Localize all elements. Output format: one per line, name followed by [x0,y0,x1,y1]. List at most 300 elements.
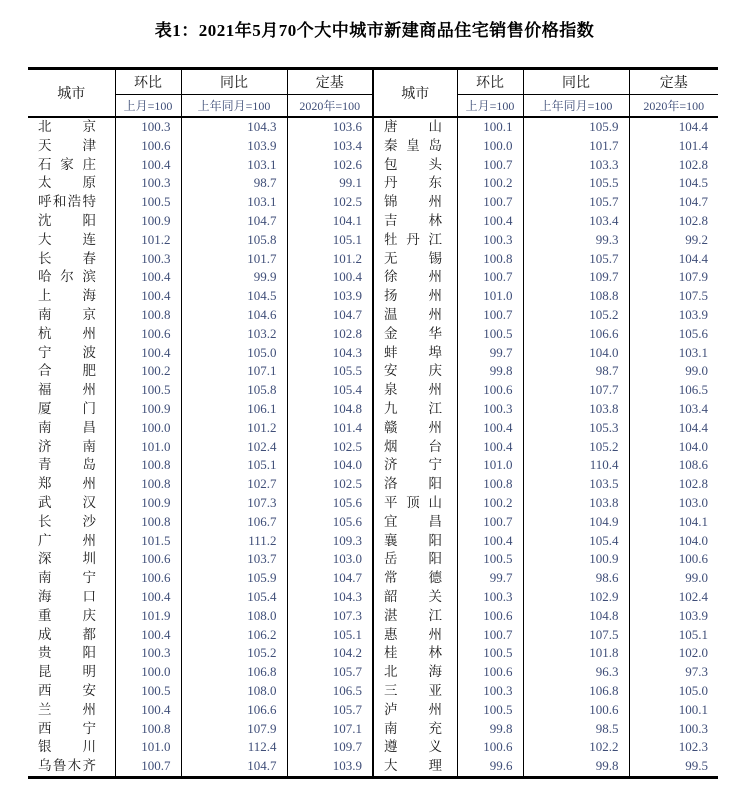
city-cell [373,550,457,569]
mom-value-cell: 100.4 [115,268,181,287]
mom-value-cell: 100.6 [115,550,181,569]
city-name: 秦皇岛 [384,137,442,153]
city-name: 洛阳 [384,476,442,492]
mom-value-cell: 100.6 [457,663,523,682]
yoy-value-cell: 102.9 [523,588,629,607]
city-cell [28,532,115,551]
table-row [28,344,718,363]
yoy-value-cell: 107.1 [181,362,287,381]
mom-value-cell: 100.3 [457,400,523,419]
header-city-left: 城市 [28,69,115,118]
city-name: 无锡 [384,250,442,266]
yoy-value-cell: 104.6 [181,306,287,325]
table-row [28,663,718,682]
mom-value-cell: 100.5 [115,193,181,212]
base-value-cell: 102.5 [287,438,373,457]
base-value-cell: 99.0 [685,570,708,586]
mom-value-cell: 100.4 [115,287,181,306]
mom-value-cell: 99.6 [457,757,523,777]
city-cell [373,569,457,588]
city-cell [373,287,457,306]
yoy-value-cell: 102.4 [181,438,287,457]
mom-value-cell: 100.9 [115,212,181,231]
city-cell [28,212,115,231]
city-name: 天津 [38,137,96,153]
city-name: 石家庄 [38,156,96,172]
yoy-value-cell: 111.2 [181,532,287,551]
city-name: 南昌 [38,419,96,435]
yoy-value-cell: 105.9 [523,117,629,137]
yoy-value-cell: 104.9 [523,513,629,532]
table-row [28,513,718,532]
mom-value-cell: 100.6 [457,738,523,757]
city-name: 北京 [38,119,96,134]
city-name: 西宁 [38,720,96,736]
base-value-cell: 102.6 [287,156,373,175]
mom-value-cell: 100.8 [115,306,181,325]
price-index-table [28,67,718,779]
table-row [28,607,718,626]
yoy-value-cell: 103.7 [181,550,287,569]
table-row [28,682,718,701]
city-name: 吉林 [384,212,442,228]
header-yoy-left: 同比 [181,69,287,95]
yoy-value-cell: 103.4 [523,212,629,231]
mom-value-cell: 100.0 [115,663,181,682]
mom-value-cell: 100.6 [115,569,181,588]
city-name: 惠州 [384,626,442,642]
city-name: 哈尔滨 [38,269,96,285]
city-cell [28,231,115,250]
mom-value-cell: 100.2 [115,362,181,381]
city-cell [373,344,457,363]
city-cell [373,268,457,287]
city-name: 杭州 [38,325,96,341]
base-value-cell: 103.4 [287,137,373,156]
city-cell [28,362,115,381]
city-cell [373,137,457,156]
yoy-value-cell: 110.4 [523,456,629,475]
yoy-value-cell: 103.8 [523,494,629,513]
table-row [28,569,718,588]
yoy-value-cell: 96.3 [523,663,629,682]
city-name: 遵义 [384,739,442,755]
city-name: 沈阳 [38,212,96,228]
base-value-cell: 104.7 [287,306,373,325]
city-cell [373,663,457,682]
mom-value-cell: 100.2 [457,494,523,513]
table-row [28,250,718,269]
city-cell [28,137,115,156]
table-row [28,137,718,156]
yoy-value-cell: 103.1 [181,193,287,212]
base-value-cell: 102.0 [678,645,708,661]
base-value-cell: 104.4 [678,250,708,266]
yoy-value-cell: 106.8 [523,682,629,701]
city-name: 呼和浩特 [38,194,96,210]
city-cell [28,438,115,457]
city-cell [28,513,115,532]
base-value-cell: 101.4 [678,137,708,153]
table-header [28,69,718,118]
base-value-cell: 104.8 [287,400,373,419]
city-cell [28,626,115,645]
mom-value-cell: 100.8 [115,720,181,739]
base-value-cell: 107.3 [287,607,373,626]
city-name: 长沙 [38,513,96,529]
city-name: 南充 [384,720,442,736]
city-cell [28,156,115,175]
city-name: 桂林 [384,645,442,661]
base-value-cell: 102.4 [678,588,708,604]
city-name: 襄阳 [384,532,442,548]
base-value-cell: 103.4 [678,400,708,416]
base-value-cell: 102.5 [287,475,373,494]
base-value-cell: 105.1 [287,626,373,645]
yoy-value-cell: 104.5 [181,287,287,306]
city-name: 济宁 [384,457,442,473]
city-cell [373,306,457,325]
city-name: 海口 [38,588,96,604]
base-value-cell: 104.2 [287,644,373,663]
base-value-cell: 104.3 [287,344,373,363]
base-value-cell: 104.4 [678,419,708,435]
base-value-cell: 105.0 [678,682,708,698]
city-name: 北海 [384,664,442,680]
yoy-value-cell: 98.7 [181,174,287,193]
city-cell [373,532,457,551]
yoy-value-cell: 101.8 [523,644,629,663]
base-value-cell: 105.6 [287,513,373,532]
mom-value-cell: 100.7 [457,193,523,212]
city-name: 扬州 [384,288,442,304]
yoy-value-cell: 101.2 [181,419,287,438]
base-value-cell: 105.7 [287,663,373,682]
city-cell [28,663,115,682]
mom-value-cell: 100.4 [115,701,181,720]
city-name: 湛江 [384,607,442,623]
base-value-cell: 104.4 [678,119,708,134]
city-cell [373,644,457,663]
city-cell [28,268,115,287]
city-cell [373,494,457,513]
yoy-value-cell: 104.0 [523,344,629,363]
city-name: 武汉 [38,494,96,510]
city-cell [373,626,457,645]
city-cell [28,588,115,607]
city-cell [28,701,115,720]
mom-value-cell: 100.3 [115,117,181,137]
yoy-value-cell: 101.7 [523,137,629,156]
mom-value-cell: 100.8 [457,475,523,494]
yoy-value-cell: 108.8 [523,287,629,306]
mom-value-cell: 100.4 [457,438,523,457]
base-value-cell: 107.1 [287,720,373,739]
city-name: 银川 [38,739,96,755]
table-row [28,306,718,325]
mom-value-cell: 100.3 [115,174,181,193]
city-name: 赣州 [384,419,442,435]
yoy-value-cell: 99.9 [181,268,287,287]
table-row [28,381,718,400]
table-row [28,325,718,344]
mom-value-cell: 99.7 [457,569,523,588]
base-value-cell: 99.1 [287,174,373,193]
yoy-value-cell: 103.8 [523,400,629,419]
base-value-cell: 105.6 [287,494,373,513]
city-cell [28,757,115,777]
subheader-mom-left: 上月=100 [115,95,181,118]
mom-value-cell: 100.4 [457,532,523,551]
mom-value-cell: 100.1 [457,117,523,137]
base-value-cell: 102.8 [678,156,708,172]
city-cell [373,475,457,494]
mom-value-cell: 101.0 [115,738,181,757]
city-cell [28,193,115,212]
yoy-value-cell: 105.8 [181,231,287,250]
mom-value-cell: 100.7 [457,513,523,532]
table-row [28,174,718,193]
yoy-value-cell: 112.4 [181,738,287,757]
city-name: 西安 [38,682,96,698]
city-cell [28,287,115,306]
city-name: 大理 [384,758,442,774]
mom-value-cell: 100.4 [457,212,523,231]
city-cell [373,231,457,250]
mom-value-cell: 100.5 [457,325,523,344]
yoy-value-cell: 105.3 [523,419,629,438]
mom-value-cell: 100.0 [115,419,181,438]
base-value-cell: 101.2 [287,250,373,269]
base-value-cell: 100.1 [678,701,708,717]
city-cell [28,117,115,137]
table-row [28,268,718,287]
yoy-value-cell: 108.0 [181,607,287,626]
table-row [28,550,718,569]
mom-value-cell: 101.9 [115,607,181,626]
base-value-cell: 107.5 [678,288,708,304]
mom-value-cell: 100.7 [457,156,523,175]
base-value-cell: 106.5 [678,382,708,398]
city-cell [28,381,115,400]
city-name: 金华 [384,325,442,341]
city-name: 厦门 [38,400,96,416]
city-cell [373,250,457,269]
city-name: 乌鲁木齐 [38,758,96,774]
city-cell [28,344,115,363]
city-cell [28,738,115,757]
yoy-value-cell: 102.2 [523,738,629,757]
yoy-value-cell: 104.8 [523,607,629,626]
mom-value-cell: 99.8 [457,720,523,739]
city-cell [28,456,115,475]
city-name: 昆明 [38,664,96,680]
mom-value-cell: 100.6 [115,325,181,344]
mom-value-cell: 101.0 [457,287,523,306]
base-value-cell: 103.0 [678,494,708,510]
base-value-cell: 100.3 [678,720,708,736]
yoy-value-cell: 105.8 [181,381,287,400]
yoy-value-cell: 100.6 [523,701,629,720]
city-cell [373,381,457,400]
city-cell [28,250,115,269]
city-cell [373,720,457,739]
base-value-cell: 99.0 [685,363,708,379]
city-name: 安庆 [384,363,442,379]
header-base-right: 定基 [629,69,718,95]
yoy-value-cell: 105.1 [181,456,287,475]
mom-value-cell: 100.8 [115,513,181,532]
base-value-cell: 103.9 [678,607,708,623]
city-name: 三亚 [384,682,442,698]
city-cell [28,306,115,325]
mom-value-cell: 100.2 [457,174,523,193]
city-name: 唐山 [384,119,442,134]
base-value-cell: 100.6 [678,551,708,567]
city-cell [28,475,115,494]
city-name: 深圳 [38,551,96,567]
header-mom-right: 环比 [457,69,523,95]
mom-value-cell: 100.5 [115,682,181,701]
mom-value-cell: 100.3 [457,682,523,701]
city-cell [28,644,115,663]
mom-value-cell: 100.9 [115,494,181,513]
mom-value-cell: 100.5 [115,381,181,400]
yoy-value-cell: 105.4 [523,532,629,551]
city-name: 成都 [38,626,96,642]
city-name: 蚌埠 [384,344,442,360]
mom-value-cell: 100.8 [115,475,181,494]
mom-value-cell: 100.4 [115,588,181,607]
base-value-cell: 105.5 [287,362,373,381]
mom-value-cell: 100.3 [457,588,523,607]
table-row [28,212,718,231]
base-value-cell: 105.1 [287,231,373,250]
subheader-yoy-right: 上年同月=100 [523,95,629,118]
city-name: 温州 [384,306,442,322]
base-value-cell: 102.3 [678,739,708,755]
table-row [28,400,718,419]
yoy-value-cell: 104.7 [181,757,287,777]
city-cell [373,513,457,532]
city-name: 锦州 [384,194,442,210]
city-name: 南京 [38,306,96,322]
table-row [28,419,718,438]
mom-value-cell: 100.6 [457,381,523,400]
city-name: 南宁 [38,570,96,586]
yoy-value-cell: 106.6 [181,701,287,720]
mom-value-cell: 100.0 [457,137,523,156]
base-value-cell: 105.1 [678,626,708,642]
yoy-value-cell: 106.6 [523,325,629,344]
mom-value-cell: 99.8 [457,362,523,381]
table-row [28,532,718,551]
base-value-cell: 104.0 [678,438,708,454]
city-name: 泉州 [384,382,442,398]
mom-value-cell: 100.5 [457,701,523,720]
mom-value-cell: 100.8 [115,456,181,475]
base-value-cell: 104.7 [287,569,373,588]
city-cell [373,156,457,175]
yoy-value-cell: 105.7 [523,193,629,212]
base-value-cell: 105.4 [287,381,373,400]
city-name: 包头 [384,156,442,172]
mom-value-cell: 100.7 [115,757,181,777]
city-cell [28,419,115,438]
mom-value-cell: 101.0 [115,438,181,457]
city-name: 合肥 [38,363,96,379]
base-value-cell: 104.3 [287,588,373,607]
header-city-right: 城市 [373,69,457,118]
yoy-value-cell: 103.2 [181,325,287,344]
mom-value-cell: 100.3 [115,250,181,269]
table-row [28,738,718,757]
mom-value-cell: 100.4 [457,419,523,438]
yoy-value-cell: 105.2 [523,438,629,457]
table-row [28,588,718,607]
table-row [28,362,718,381]
city-name: 常德 [384,570,442,586]
city-cell [373,174,457,193]
mom-value-cell: 100.6 [457,607,523,626]
city-cell [373,607,457,626]
yoy-value-cell: 107.5 [523,626,629,645]
mom-value-cell: 100.7 [457,626,523,645]
base-value-cell: 103.9 [678,306,708,322]
yoy-value-cell: 105.2 [523,306,629,325]
base-value-cell: 103.6 [287,117,373,137]
table-body [28,117,718,777]
base-value-cell: 104.0 [678,532,708,548]
mom-value-cell: 100.9 [115,400,181,419]
yoy-value-cell: 109.7 [523,268,629,287]
base-value-cell: 104.0 [287,456,373,475]
yoy-value-cell: 105.2 [181,644,287,663]
city-cell [373,117,457,137]
mom-value-cell: 100.3 [457,231,523,250]
table-row [28,626,718,645]
table-row [28,231,718,250]
city-name: 牡丹江 [384,231,442,247]
yoy-value-cell: 106.2 [181,626,287,645]
yoy-value-cell: 107.7 [523,381,629,400]
city-name: 上海 [38,288,96,304]
city-name: 太原 [38,175,96,191]
city-cell [373,682,457,701]
base-value-cell: 108.6 [678,457,708,473]
city-name: 大连 [38,231,96,247]
yoy-value-cell: 99.3 [523,231,629,250]
table-row [28,287,718,306]
base-value-cell: 102.5 [287,193,373,212]
city-cell [373,438,457,457]
subheader-yoy-left: 上年同月=100 [181,95,287,118]
base-value-cell: 104.5 [678,175,708,191]
city-name: 郑州 [38,476,96,492]
city-name: 徐州 [384,269,442,285]
yoy-value-cell: 106.7 [181,513,287,532]
base-value-cell: 99.5 [685,758,708,774]
base-value-cell: 103.9 [287,287,373,306]
city-name: 广州 [38,532,96,548]
city-name: 青岛 [38,457,96,473]
table-row [28,720,718,739]
page-title: 表1：2021年5月70个大中城市新建商品住宅销售价格指数 [154,21,595,40]
table-row [28,438,718,457]
city-cell [373,701,457,720]
table-row [28,494,718,513]
yoy-value-cell: 104.3 [181,117,287,137]
